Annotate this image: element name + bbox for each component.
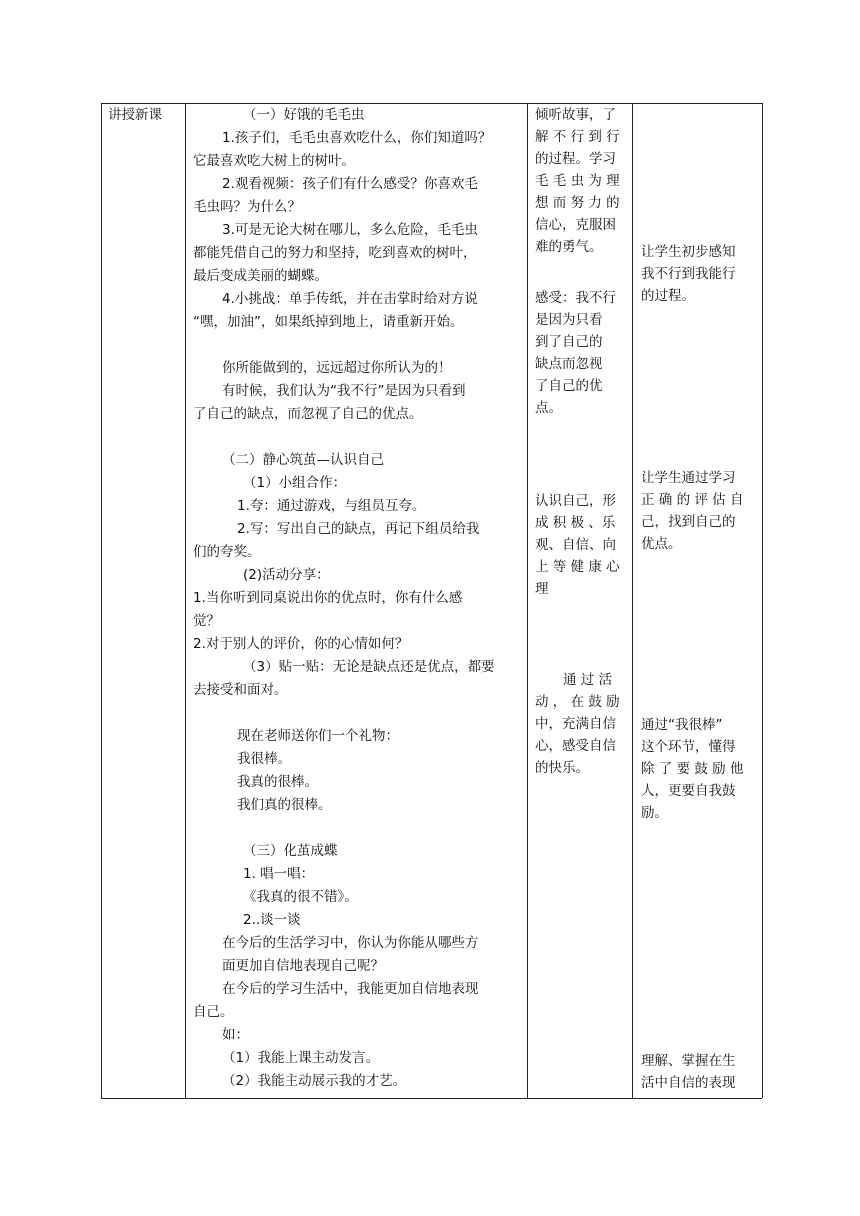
content-line: 觉？ bbox=[193, 613, 220, 629]
content-line: 2.写：写出自己的缺点，再记下组员给我 bbox=[237, 521, 480, 537]
content-line: （三）化茧成蝶 bbox=[243, 843, 338, 859]
content-line: 你所能做到的，远远超过你所认为的！ bbox=[222, 360, 452, 376]
content-line: 它最喜欢吃大树上的树叶。 bbox=[193, 153, 355, 169]
table-bottom-border bbox=[101, 1098, 762, 1099]
content-line: 我很棒。 bbox=[237, 751, 291, 767]
content-line: （3）贴一贴：无论是缺点还是优点，都要 bbox=[243, 659, 495, 675]
column-divider-2 bbox=[527, 103, 528, 1098]
content-line: 2.观看视频：孩子们有什么感受？你喜欢毛 bbox=[222, 176, 478, 192]
student-block-1: 倾听故事，了 解 不 行 到 行 的过程。学习 毛 毛 虫 为 理 想 而 努 力 的 信心，克服困 难的勇气。 bbox=[535, 107, 620, 255]
column-divider-3 bbox=[632, 103, 633, 1098]
content-line: 3.可是无论大树在哪儿，多么危险，毛毛虫 bbox=[222, 222, 478, 238]
stage-label: 讲授新课 bbox=[108, 107, 162, 123]
content-line: 最后变成美丽的蝴蝶。 bbox=[193, 268, 328, 284]
content-line: 《我真的很不错》。 bbox=[243, 889, 358, 905]
content-line: (2)活动分享： bbox=[243, 567, 330, 583]
intent-block-4: 理解、掌握在生 活中自信的表现 bbox=[641, 1053, 736, 1091]
content-line: 在今后的学习生活中，我能更加自信地表现 bbox=[222, 981, 479, 997]
content-line: 去接受和面对。 bbox=[193, 682, 288, 698]
content-line: 4.小挑战：单手传纸，并在击掌时给对方说 bbox=[222, 291, 478, 307]
content-line: 1. 唱一唱： bbox=[243, 866, 315, 882]
table-top-border bbox=[101, 103, 762, 104]
content-line: 面更加自信地表现自己呢？ bbox=[222, 958, 384, 974]
content-line: （1）小组合作： bbox=[243, 475, 347, 491]
content-line: 2..谈一谈 bbox=[243, 912, 301, 928]
content-line: 在今后的生活学习中，你认为你能从哪些方 bbox=[222, 935, 479, 951]
content-line: 都能凭借自己的努力和坚持，吃到喜欢的树叶， bbox=[193, 245, 477, 261]
content-line: （2）我能主动展示我的才艺。 bbox=[222, 1073, 407, 1089]
content-line: 1.当你听到同桌说出你的优点时，你有什么感 bbox=[193, 590, 463, 606]
content-line: 如： bbox=[222, 1027, 249, 1043]
intent-block-1: 让学生初步感知 我不行到我能行 的过程。 bbox=[641, 244, 736, 304]
content-line: （二）静心筑茧—认识自己 bbox=[222, 452, 384, 468]
table-border-left bbox=[101, 103, 102, 1098]
content-line: 我真的很棒。 bbox=[237, 774, 318, 790]
student-block-4: 通 过 活 动 ， 在 鼓 励 中，充满自信 心，感受自信 的快乐。 bbox=[535, 672, 620, 776]
content-line: （一）好饿的毛毛虫 bbox=[243, 107, 365, 123]
student-block-2: 感受：我不行 是因为只看 到了自己的 缺点而忽视 了自己的优 点。 bbox=[535, 290, 616, 416]
content-line: 1.孩子们，毛毛虫喜欢吃什么，你们知道吗？ bbox=[222, 130, 492, 146]
content-line: 有时候，我们认为“我不行”是因为只看到 bbox=[222, 383, 466, 399]
content-line: 现在老师送你们一个礼物： bbox=[237, 728, 399, 744]
content-line: 我们真的很棒。 bbox=[237, 797, 332, 813]
content-line: 们的夸奖。 bbox=[193, 544, 261, 560]
intent-block-2: 让学生通过学习 正 确 的 评 估 自 己，找到自己的 优点。 bbox=[641, 470, 744, 552]
content-line: 自己。 bbox=[193, 1004, 234, 1020]
table-border-right bbox=[762, 103, 763, 1098]
student-block-3: 认识自己，形 成 积 极 、乐 观、自信、向 上 等 健 康 心 理 bbox=[535, 493, 620, 597]
column-divider-1 bbox=[185, 103, 186, 1098]
content-line: 毛虫吗？为什么？ bbox=[193, 199, 301, 215]
content-line: 2.对于别人的评价，你的心情如何？ bbox=[193, 636, 409, 652]
content-line: （1）我能上课主动发言。 bbox=[222, 1050, 380, 1066]
intent-block-3: 通过“我很棒” 这个环节，懂得 除 了 要 鼓 励 他 人，更要自我鼓 励。 bbox=[641, 717, 744, 821]
content-line: 1.夸：通过游戏，与组员互夸。 bbox=[237, 498, 426, 514]
content-line: 了自己的缺点，而忽视了自己的优点。 bbox=[193, 406, 423, 422]
content-line: “嘿，加油”，如果纸掉到地上，请重新开始。 bbox=[193, 314, 464, 330]
